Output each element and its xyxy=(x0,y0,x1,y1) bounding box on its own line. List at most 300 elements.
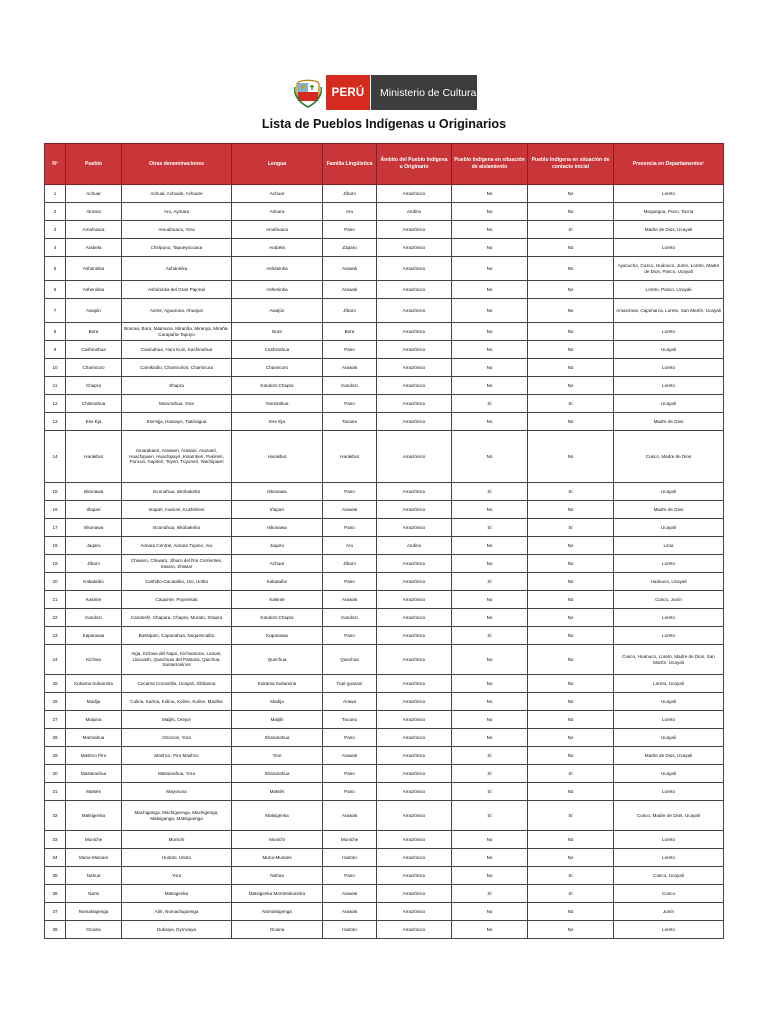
pueblo-name-cell: Bora xyxy=(66,323,122,341)
language-cell: Kapanawa xyxy=(232,627,323,645)
departments-cell: Ucayali xyxy=(614,519,724,537)
row-number-cell: 33 xyxy=(45,831,66,849)
pueblo-name-cell: Madija xyxy=(66,693,122,711)
row-number-cell: 24 xyxy=(45,645,66,675)
table-row xyxy=(45,645,724,675)
scope-cell: Amazónico xyxy=(377,783,452,801)
language-family-cell: Tupí-guaraní xyxy=(323,675,377,693)
language-cell: Harakbut xyxy=(232,431,323,483)
language-cell: Yine xyxy=(232,747,323,765)
row-number-cell: 25 xyxy=(45,675,66,693)
row-number-cell: 38 xyxy=(45,921,66,939)
language-family-cell: Arawak xyxy=(323,747,377,765)
row-number-cell: 17 xyxy=(45,519,66,537)
other-names-cell: Atiri, Nomachiguenga xyxy=(122,903,232,921)
initial-contact-status-cell: No xyxy=(528,783,614,801)
pueblo-name-cell: Matsigenka xyxy=(66,801,122,831)
column-header: Presencia en Departamentos¹ xyxy=(614,144,724,185)
language-family-cell: Bora xyxy=(323,323,377,341)
departments-cell: Cusco xyxy=(614,885,724,903)
row-number-cell: 37 xyxy=(45,903,66,921)
departments-cell: Loreto xyxy=(614,185,724,203)
language-family-cell: Huitoto xyxy=(323,921,377,939)
table-row xyxy=(45,609,724,627)
departments-cell: Loreto xyxy=(614,609,724,627)
language-cell: Munichi xyxy=(232,831,323,849)
scope-cell: Amazónico xyxy=(377,831,452,849)
initial-contact-status-cell: No xyxy=(528,413,614,431)
pueblo-name-cell: Iskonawa xyxy=(66,519,122,537)
table-row xyxy=(45,555,724,573)
departments-cell: Ucayali xyxy=(614,395,724,413)
scope-cell: Amazónico xyxy=(377,711,452,729)
isolation-status-cell: Sí xyxy=(452,801,528,831)
departments-cell: Amazonas, Cajamarca, Loreto, San Martín, Ucayali xyxy=(614,299,724,323)
initial-contact-status-cell: Sí xyxy=(528,519,614,537)
row-number-cell: 27 xyxy=(45,711,66,729)
pueblo-name-cell: Chitonahua xyxy=(66,395,122,413)
language-cell: Bora xyxy=(232,323,323,341)
table-row xyxy=(45,693,724,711)
isolation-status-cell: No xyxy=(452,221,528,239)
departments-cell: Loreto, Ucayali xyxy=(614,675,724,693)
isolation-status-cell: Sí xyxy=(452,783,528,801)
language-family-cell: Jíbaro xyxy=(323,185,377,203)
scope-cell: Amazónico xyxy=(377,239,452,257)
departments-cell: Ucayali xyxy=(614,483,724,501)
other-names-cell: Caquinte, Poyenisati xyxy=(122,591,232,609)
other-names-cell: Machiganga, Machiguenga, Machigenga, Matsiganga, Matsiguenga xyxy=(122,801,232,831)
table-row xyxy=(45,257,724,281)
language-cell: Kakinte xyxy=(232,591,323,609)
row-number-cell: 11 xyxy=(45,377,66,395)
pueblo-name-cell: Nanti xyxy=(66,885,122,903)
language-family-cell: Arawa xyxy=(323,693,377,711)
isolation-status-cell: No xyxy=(452,645,528,675)
language-cell: Asheninka xyxy=(232,281,323,299)
initial-contact-status-cell: No xyxy=(528,747,614,765)
row-number-cell: 23 xyxy=(45,627,66,645)
initial-contact-status-cell: Sí xyxy=(528,885,614,903)
row-number-cell: 20 xyxy=(45,573,66,591)
row-number-cell: 6 xyxy=(45,281,66,299)
departments-cell: Loreto xyxy=(614,627,724,645)
pueblo-name-cell: Ocaina xyxy=(66,921,122,939)
row-number-cell: 3 xyxy=(45,221,66,239)
initial-contact-status-cell: Sí xyxy=(528,867,614,885)
departments-cell: Huánuco, Ucayali xyxy=(614,573,724,591)
language-family-cell: Aru xyxy=(323,203,377,221)
table-row xyxy=(45,281,724,299)
departments-cell: Ucayali xyxy=(614,729,724,747)
isolation-status-cell: Sí xyxy=(452,519,528,537)
other-names-cell: Amarakaeri, Arasaeri, Arasairi, Arazaeri, Huachipaeri, Huachipayri, Kisamberi, Pukirieri, Puncuri, Sapiteri, Toyeri, Tuyuneri, Wachipaeri xyxy=(122,431,232,483)
isolation-status-cell: No xyxy=(452,693,528,711)
isolation-status-cell: No xyxy=(452,377,528,395)
table-row xyxy=(45,203,724,221)
row-number-cell: 29 xyxy=(45,747,66,765)
row-number-cell: 13 xyxy=(45,413,66,431)
column-header: Pueblo Indígena en situación de aislamiento xyxy=(452,144,528,185)
other-names-cell: Camikodlo, Chamicolos, Chamicura xyxy=(122,359,232,377)
initial-contact-status-cell: No xyxy=(528,573,614,591)
language-family-cell: Arawak xyxy=(323,359,377,377)
scope-cell: Amazónico xyxy=(377,729,452,747)
initial-contact-status-cell: No xyxy=(528,675,614,693)
other-names-cell: Mashco, Piro Mashco xyxy=(122,747,232,765)
other-names-cell: Aimara Central, Aimara Tupino, Aru xyxy=(122,537,232,555)
other-names-cell: Matsigenka xyxy=(122,885,232,903)
language-cell: Yaminahua xyxy=(232,395,323,413)
language-cell: Kakataibo xyxy=(232,573,323,591)
language-family-cell: Arawak xyxy=(323,801,377,831)
row-number-cell: 19 xyxy=(45,555,66,573)
table-row xyxy=(45,299,724,323)
scope-cell: Amazónico xyxy=(377,359,452,377)
other-names-cell: Mayoruna xyxy=(122,783,232,801)
row-number-cell: 16 xyxy=(45,501,66,519)
isolation-status-cell: No xyxy=(452,323,528,341)
initial-contact-status-cell: No xyxy=(528,377,614,395)
other-names-cell: Shapra xyxy=(122,377,232,395)
language-family-cell: Pano xyxy=(323,765,377,783)
initial-contact-status-cell: No xyxy=(528,609,614,627)
table-row xyxy=(45,729,724,747)
scope-cell: Andino xyxy=(377,537,452,555)
initial-contact-status-cell: No xyxy=(528,501,614,519)
language-family-cell: Pano xyxy=(323,519,377,537)
other-names-cell: Aru, Aymara xyxy=(122,203,232,221)
other-names-cell: Cocama Cocamilla, Ucayali, Xibitaona xyxy=(122,675,232,693)
table-row xyxy=(45,765,724,783)
initial-contact-status-cell: No xyxy=(528,537,614,555)
departments-cell: Loreto, Pasco, Ucayali xyxy=(614,281,724,299)
language-family-cell: Pano xyxy=(323,783,377,801)
ministry-name: Ministerio de Cultura xyxy=(371,75,477,110)
language-family-cell: Jíbaro xyxy=(323,555,377,573)
pueblo-name-cell: Arabela xyxy=(66,239,122,257)
other-names-cell: Dukaiya, Dyo'xaiya xyxy=(122,921,232,939)
language-cell: Chamicuro xyxy=(232,359,323,377)
pueblo-name-cell: Kapanawa xyxy=(66,627,122,645)
isolation-status-cell: Sí xyxy=(452,395,528,413)
scope-cell: Amazónico xyxy=(377,645,452,675)
language-family-cell: Pano xyxy=(323,341,377,359)
language-family-cell: Arawak xyxy=(323,903,377,921)
isolation-status-cell: Sí xyxy=(452,765,528,783)
language-cell: Jaqaru xyxy=(232,537,323,555)
isolation-status-cell: No xyxy=(452,609,528,627)
language-cell: Murui-Muinanɨ xyxy=(232,849,323,867)
language-cell: Maijiki xyxy=(232,711,323,729)
isolation-status-cell: No xyxy=(452,849,528,867)
initial-contact-status-cell: No xyxy=(528,693,614,711)
initial-contact-status-cell: No xyxy=(528,591,614,609)
language-family-cell: Záparo xyxy=(323,239,377,257)
language-cell: Sharanahua xyxy=(232,729,323,747)
row-number-cell: 9 xyxy=(45,341,66,359)
pueblo-name-cell: Murui-Muinanɨ xyxy=(66,849,122,867)
pueblo-name-cell: Iskonawa xyxy=(66,483,122,501)
scope-cell: Amazónico xyxy=(377,483,452,501)
scope-cell: Amazónico xyxy=(377,501,452,519)
language-cell: Achuar xyxy=(232,555,323,573)
initial-contact-status-cell: No xyxy=(528,903,614,921)
row-number-cell: 28 xyxy=(45,729,66,747)
departments-cell: Lima xyxy=(614,537,724,555)
table-row xyxy=(45,221,724,239)
language-cell: Ocaina xyxy=(232,921,323,939)
pueblo-name-cell: Muniche xyxy=(66,831,122,849)
table-row xyxy=(45,413,724,431)
initial-contact-status-cell: Sí xyxy=(528,221,614,239)
table-row xyxy=(45,483,724,501)
initial-contact-status-cell: No xyxy=(528,281,614,299)
initial-contact-status-cell: No xyxy=(528,299,614,323)
row-number-cell: 18 xyxy=(45,537,66,555)
table-row xyxy=(45,323,724,341)
other-names-cell: Yora xyxy=(122,867,232,885)
row-number-cell: 22 xyxy=(45,609,66,627)
initial-contact-status-cell: No xyxy=(528,645,614,675)
row-number-cell: 14 xyxy=(45,431,66,483)
pueblos-table xyxy=(44,143,724,939)
other-names-cell: Achual, Achuale, Achuare xyxy=(122,185,232,203)
peru-brand-label: PERÚ xyxy=(326,75,371,110)
scope-cell: Amazónico xyxy=(377,867,452,885)
scope-cell: Amazónico xyxy=(377,747,452,765)
language-family-cell: Arawak xyxy=(323,281,377,299)
initial-contact-status-cell: No xyxy=(528,729,614,747)
other-names-cell: Isconahua, Iskobakebo xyxy=(122,519,232,537)
scope-cell: Amazónico xyxy=(377,609,452,627)
row-number-cell: 7 xyxy=(45,299,66,323)
language-cell: Arabela xyxy=(232,239,323,257)
initial-contact-status-cell: Sí xyxy=(528,483,614,501)
isolation-status-cell: No xyxy=(452,431,528,483)
language-family-cell: Pano xyxy=(323,395,377,413)
language-family-cell: Harakbut xyxy=(323,431,377,483)
isolation-status-cell: No xyxy=(452,675,528,693)
pueblo-name-cell: Kandozi xyxy=(66,609,122,627)
pueblo-name-cell: Awajún xyxy=(66,299,122,323)
language-cell: Iskonawa xyxy=(232,483,323,501)
initial-contact-status-cell: No xyxy=(528,341,614,359)
scope-cell: Amazónico xyxy=(377,519,452,537)
column-header: Familia Lingüística xyxy=(323,144,377,185)
language-cell: Iñapari xyxy=(232,501,323,519)
pueblo-name-cell: Marinahua xyxy=(66,729,122,747)
language-cell: Kandozi-Chapra xyxy=(232,609,323,627)
isolation-status-cell: No xyxy=(452,299,528,323)
isolation-status-cell: No xyxy=(452,413,528,431)
isolation-status-cell: Sí xyxy=(452,483,528,501)
departments-cell: Moquegua, Puno, Tacna xyxy=(614,203,724,221)
language-family-cell: Tucano xyxy=(323,711,377,729)
departments-cell: Cusco, Ucayali xyxy=(614,867,724,885)
pueblo-name-cell: Matsés xyxy=(66,783,122,801)
isolation-status-cell: No xyxy=(452,537,528,555)
departments-cell: Loreto xyxy=(614,921,724,939)
language-family-cell: Arawak xyxy=(323,501,377,519)
table-row xyxy=(45,801,724,831)
pueblo-name-cell: Ese Eja xyxy=(66,413,122,431)
row-number-cell: 26 xyxy=(45,693,66,711)
initial-contact-status-cell: No xyxy=(528,203,614,221)
other-names-cell: Matsanahua, Yora xyxy=(122,765,232,783)
isolation-status-cell: No xyxy=(452,203,528,221)
scope-cell: Amazónico xyxy=(377,341,452,359)
table-row xyxy=(45,341,724,359)
language-family-cell: Pano xyxy=(323,483,377,501)
other-names-cell: Buskipani, Capanahua, Nuquencaibo xyxy=(122,627,232,645)
isolation-status-cell: No xyxy=(452,711,528,729)
language-cell: Asháninka xyxy=(232,257,323,281)
scope-cell: Amazónico xyxy=(377,323,452,341)
departments-cell: Ayacucho, Cusco, Huánuco, Junín, Loreto, Madre de Dios, Pasco, Ucayali xyxy=(614,257,724,281)
column-header: Pueblo xyxy=(66,144,122,185)
departments-cell: Loreto xyxy=(614,239,724,257)
table-row xyxy=(45,711,724,729)
language-family-cell: Aru xyxy=(323,537,377,555)
table-row xyxy=(45,849,724,867)
scope-cell: Amazónico xyxy=(377,257,452,281)
column-header: Lengua xyxy=(232,144,323,185)
page-title: Lista de Pueblos Indígenas u Originarios xyxy=(261,117,507,131)
other-names-cell: Inapari, Inamari, Kushitireni xyxy=(122,501,232,519)
departments-cell: Madre de Dios xyxy=(614,501,724,519)
other-names-cell: Ese'ejja, Huarayo, Tiatinagua xyxy=(122,413,232,431)
pueblo-name-cell: Achuar xyxy=(66,185,122,203)
scope-cell: Amazónico xyxy=(377,431,452,483)
isolation-status-cell: No xyxy=(452,185,528,203)
initial-contact-status-cell: Sí xyxy=(528,801,614,831)
scope-cell: Amazónico xyxy=(377,395,452,413)
language-family-cell: Muniche xyxy=(323,831,377,849)
table-header-row xyxy=(45,144,724,185)
table-row xyxy=(45,501,724,519)
other-names-cell: Candoshi, Chapara, Chapra, Murato, Shapra xyxy=(122,609,232,627)
other-names-cell: Chiwaro, Chiwaro, Jíbaro del Río Corrientes, Siwaro, Shiwiar xyxy=(122,555,232,573)
pueblo-name-cell: Asháninka xyxy=(66,257,122,281)
language-family-cell: Pano xyxy=(323,573,377,591)
language-family-cell: Arawak xyxy=(323,257,377,281)
isolation-status-cell: No xyxy=(452,341,528,359)
pueblo-name-cell: Harakbut xyxy=(66,431,122,483)
other-names-cell: Maijiki, Orejon xyxy=(122,711,232,729)
column-header: Ámbito del Pueblo Indígena u Originario xyxy=(377,144,452,185)
departments-cell: Loreto xyxy=(614,323,724,341)
isolation-status-cell: Sí xyxy=(452,885,528,903)
departments-cell: Cusco, Madre de Dios, Ucayali xyxy=(614,801,724,831)
language-family-cell: Huitoto xyxy=(323,849,377,867)
row-number-cell: 34 xyxy=(45,849,66,867)
table-row xyxy=(45,783,724,801)
language-cell: Ese Eja xyxy=(232,413,323,431)
row-number-cell: 32 xyxy=(45,801,66,831)
table-row xyxy=(45,239,724,257)
scope-cell: Amazónico xyxy=(377,765,452,783)
scope-cell: Amazónico xyxy=(377,413,452,431)
isolation-status-cell: No xyxy=(452,867,528,885)
scope-cell: Amazónico xyxy=(377,591,452,609)
initial-contact-status-cell: No xyxy=(528,921,614,939)
table-row xyxy=(45,431,724,483)
pueblo-name-cell: Iñapari xyxy=(66,501,122,519)
scope-cell: Amazónico xyxy=(377,299,452,323)
departments-cell: Madre de Dios, Ucayali xyxy=(614,221,724,239)
scope-cell: Andino xyxy=(377,203,452,221)
language-family-cell: Arawak xyxy=(323,591,377,609)
language-family-cell: Pano xyxy=(323,729,377,747)
pueblo-name-cell: Asheninka xyxy=(66,281,122,299)
pueblo-name-cell: Kakataibo xyxy=(66,573,122,591)
departments-cell: Ucayali xyxy=(614,693,724,711)
pueblo-name-cell: Chamicuro xyxy=(66,359,122,377)
language-family-cell: Quechua xyxy=(323,645,377,675)
language-family-cell: Pano xyxy=(323,221,377,239)
row-number-cell: 1 xyxy=(45,185,66,203)
initial-contact-status-cell: No xyxy=(528,431,614,483)
initial-contact-status-cell: No xyxy=(528,257,614,281)
isolation-status-cell: No xyxy=(452,903,528,921)
scope-cell: Amazónico xyxy=(377,675,452,693)
other-names-cell: Chiripuno, Tapueyocuaca xyxy=(122,239,232,257)
other-names-cell: Aents, Aguaruna, Ahuajun xyxy=(122,299,232,323)
pueblo-name-cell: Jaqaru xyxy=(66,537,122,555)
initial-contact-status-cell: No xyxy=(528,627,614,645)
isolation-status-cell: No xyxy=(452,281,528,299)
row-number-cell: 35 xyxy=(45,867,66,885)
departments-cell: Cusco, Madre de Dios xyxy=(614,431,724,483)
isolation-status-cell: No xyxy=(452,831,528,849)
language-cell: Matsigenka Montetokunirira xyxy=(232,885,323,903)
row-number-cell: 30 xyxy=(45,765,66,783)
other-names-cell: Asháninka del Gran Pajonal xyxy=(122,281,232,299)
row-number-cell: 31 xyxy=(45,783,66,801)
scope-cell: Amazónico xyxy=(377,555,452,573)
scope-cell: Amazónico xyxy=(377,281,452,299)
row-number-cell: 21 xyxy=(45,591,66,609)
other-names-cell: Inga, Kichwa del Napo, Kichwaruna, Lamas, Llacuash, Quechuas del Pastaza, Quichua, Santarrosinos xyxy=(122,645,232,675)
table-row xyxy=(45,395,724,413)
initial-contact-status-cell: Sí xyxy=(528,395,614,413)
departments-cell: Junín xyxy=(614,903,724,921)
other-names-cell: Amuahuaca, Yora xyxy=(122,221,232,239)
row-number-cell: 36 xyxy=(45,885,66,903)
scope-cell: Amazónico xyxy=(377,801,452,831)
language-family-cell: Arawak xyxy=(323,885,377,903)
departments-cell: Loreto xyxy=(614,555,724,573)
scope-cell: Amazónico xyxy=(377,573,452,591)
language-cell: Sharanahua xyxy=(232,765,323,783)
language-cell: Madija xyxy=(232,693,323,711)
departments-cell: Cusco, Huánuco, Loreto, Madre de Dios, San Martín, Ucayali xyxy=(614,645,724,675)
table-row xyxy=(45,377,724,395)
language-family-cell: Jíbaro xyxy=(323,299,377,323)
departments-cell: Madre de Dios, Ucayali xyxy=(614,747,724,765)
scope-cell: Amazónico xyxy=(377,903,452,921)
pueblo-name-cell: Kukama Kukamiria xyxy=(66,675,122,693)
pueblo-name-cell: Cashinahua xyxy=(66,341,122,359)
column-header: Pueblo Indígena en situación de contacto inicial xyxy=(528,144,614,185)
pueblo-name-cell: Aimara xyxy=(66,203,122,221)
scope-cell: Amazónico xyxy=(377,627,452,645)
other-names-cell: Asháninka xyxy=(122,257,232,281)
isolation-status-cell: No xyxy=(452,921,528,939)
table-row xyxy=(45,921,724,939)
language-family-cell: Kandozi xyxy=(323,377,377,395)
